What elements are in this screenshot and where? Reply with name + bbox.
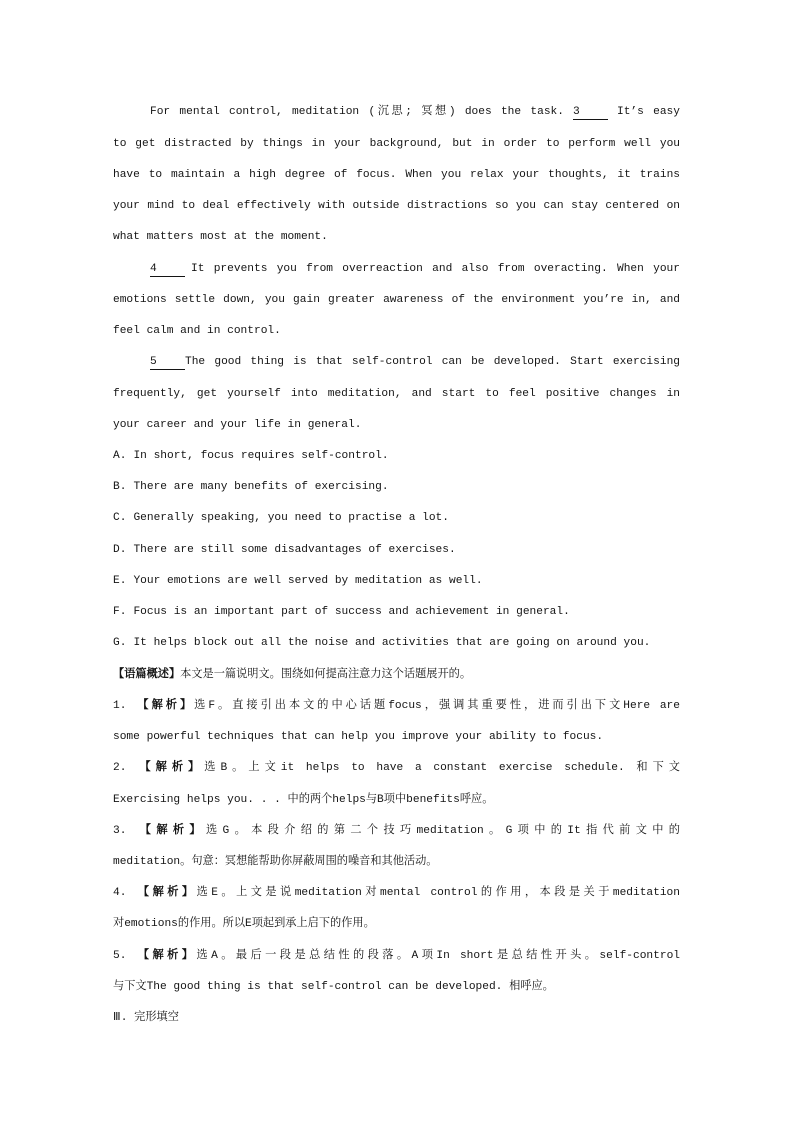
passage-line: your mind to deal effectively with outside distractions so you can stay centered on [113, 200, 680, 213]
option-label: B. [113, 481, 127, 494]
passage-paragraph [113, 347, 680, 441]
option-item [113, 472, 680, 503]
analysis-line [113, 816, 680, 847]
option-item [113, 566, 680, 597]
passage-text: It prevents you from overreaction and also from overacting. When your [191, 262, 680, 275]
analysis-tag: 【解析】 [134, 949, 197, 962]
analysis-number: 5. [113, 949, 127, 962]
passage-line: to get distracted by things in your background, but in order to perform well you [113, 137, 680, 150]
passage-line: frequently, get yourself into meditation, and start to feel positive changes in [113, 387, 680, 400]
analysis-line: 与下文The good thing is that self-control can be developed. 相呼应。 [113, 980, 554, 993]
analysis-number: 2. [113, 762, 127, 775]
passage-line [113, 254, 680, 285]
analysis-line: some powerful techniques that can help you improve your ability to focus. [113, 731, 604, 744]
analysis-item [113, 816, 680, 878]
option-label: F. [113, 606, 127, 619]
analysis-item [113, 691, 680, 753]
passage-line: your career and your life in general. [113, 418, 362, 431]
analysis-tag: 【解析】 [134, 824, 206, 837]
analysis-number: 3. [113, 824, 127, 837]
option-label: A. [113, 449, 127, 462]
analysis-line [113, 878, 680, 909]
answer-blank: 3 [573, 106, 608, 120]
option-text: In short, focus requires self-control. [133, 449, 389, 462]
analysis-tag: 【解析】 [134, 762, 205, 775]
analysis-tag: 【解析】 [134, 887, 197, 900]
analysis-item [113, 753, 680, 815]
analysis-number: 4. [113, 887, 127, 900]
passage-text: It’s easy [616, 106, 680, 119]
passage-line: have to maintain a high degree of focus. When you relax your thoughts, it trains [113, 168, 680, 181]
analysis-line [113, 691, 680, 722]
option-list [113, 441, 680, 660]
analysis-line [113, 941, 680, 972]
summary-tag: 【语篇概述】 [113, 668, 181, 681]
analysis-number: 1. [113, 699, 127, 712]
option-label: E. [113, 574, 127, 587]
passage-line [113, 347, 680, 378]
analysis-item [113, 941, 680, 1003]
option-text: Focus is an important part of success and achievement in general. [133, 606, 570, 619]
analysis-text: 选F。直接引出本文的中心话题focus，强调其重要性，进而引出下文Here are [194, 699, 680, 712]
option-text: There are many benefits of exercising. [133, 481, 389, 494]
analysis-text: 选E。上文是说meditation对mental control的作用，本段是关于meditation [196, 887, 680, 900]
option-text: There are still some disadvantages of exercises. [133, 543, 456, 556]
option-item [113, 597, 680, 628]
passage-line: what matters most at the moment. [113, 231, 328, 244]
section-heading: Ⅲ. 完形填空 [113, 1012, 179, 1025]
option-label: D. [113, 543, 127, 556]
analysis-line: Exercising helps you. . . 中的两个helps与B项中benefits呼应。 [113, 793, 494, 806]
option-item [113, 503, 680, 534]
answer-blank: 4 [150, 263, 185, 277]
option-label: G. [113, 637, 127, 650]
option-text: It helps block out all the noise and activities that are going on around you. [133, 637, 651, 650]
analysis-line: 对emotions的作用。所以E项起到承上启下的作用。 [113, 918, 375, 931]
analysis-line: meditation。句意：冥想能帮助你屏蔽周围的噪音和其他活动。 [113, 856, 438, 869]
option-text: Your emotions are well served by meditation as well. [133, 574, 483, 587]
document-body [113, 97, 680, 1034]
passage-paragraph [113, 254, 680, 348]
analysis-text: 选G。本段介绍的第二个技巧meditation。G项中的It指代前文中的 [205, 824, 680, 837]
summary-text: 本文是一篇说明文。围绕如何提高注意力这个话题展开的。 [180, 668, 472, 681]
passage-line [113, 97, 680, 128]
option-item [113, 628, 680, 659]
summary-line [113, 660, 680, 691]
option-text: Generally speaking, you need to practise a lot. [133, 512, 449, 525]
passage-line: feel calm and in control. [113, 325, 281, 338]
passage-paragraph [113, 97, 680, 253]
analysis-text: 选A。最后一段是总结性的段落。A项In short是总结性开头。self-control [196, 949, 680, 962]
passage-text: For mental control, meditation (沉思; 冥想) does the task. [150, 106, 564, 119]
option-item [113, 441, 680, 472]
answer-blank: 5 [150, 356, 185, 370]
option-label: C. [113, 512, 127, 525]
passage-text: The good thing is that self-control can be developed. Start exercising [185, 356, 680, 369]
analysis-item [113, 878, 680, 940]
analysis-tag: 【解析】 [134, 699, 195, 712]
option-item [113, 535, 680, 566]
analysis-line [113, 753, 680, 784]
passage-line: emotions settle down, you gain greater awareness of the environment you’re in, and [113, 293, 680, 306]
analysis-text: 选B。上文it helps to have a constant exercise schedule. 和下文 [204, 762, 680, 775]
